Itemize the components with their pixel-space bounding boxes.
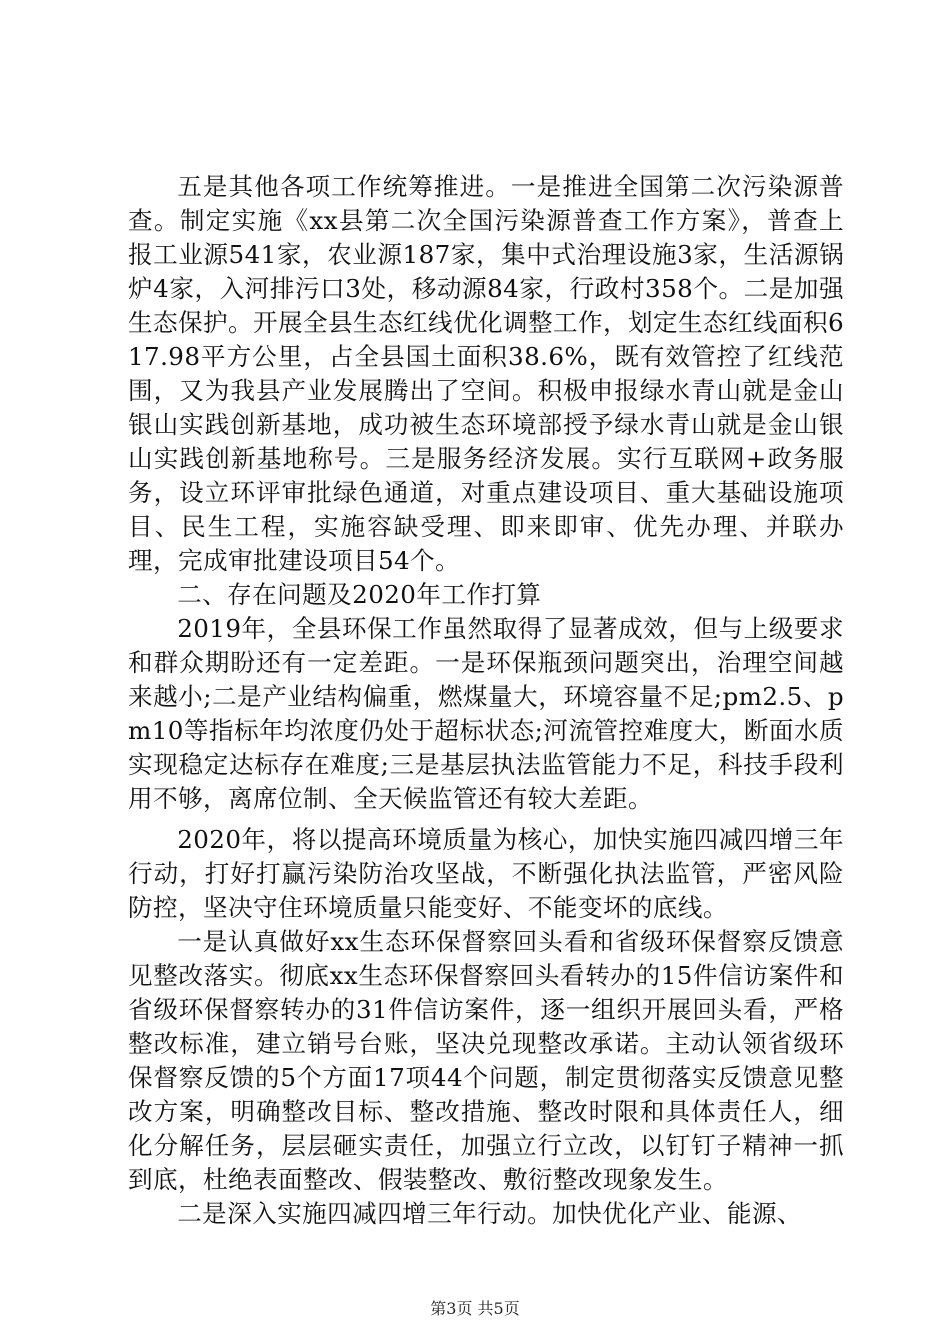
section-heading-problems-plans: 二、存在问题及2020年工作打算: [177, 580, 542, 609]
paragraph-four-reductions: 二是深入实施四减四增三年行动。加快优化产业、能源、: [177, 1199, 803, 1228]
paragraph-other-work: 五是其他各项工作统筹推进。一是推进全国第二次污染源普查。制定实施《xx县第二次全国污染源普查工作方案》，普查上报工业源541家，农业源187家，集中式治理设施3家，生活源锅炉4家，入河排污口3处，移动源84家，行政村358个。二是加强生态保护。开展全县生态红线优化调整工作，划定生态红线面积617.98平方公里，占全县国土面积38.6%，既有效管控了红线范围，又为我县产业发展腾出了空间。积极申报绿水青山就是金山银山实践创新基地，成功被生态环境部授予绿水青山就是金山银山实践创新基地称号。三是服务经济发展。实行互联网+政务服务，设立环评审批绿色通道，对重点建设项目、重大基础设施项目、民生工程，实施容缺受理、即来即审、优先办理、并联办理，完成审批建设项目54个。: [128, 172, 844, 575]
page-number-footer: 第3页 共5页: [430, 1299, 520, 1318]
paragraph-inspection-rectification: 一是认真做好xx生态环保督察回头看和省级环保督察反馈意见整改落实。彻底xx生态环保督察回头看转办的15件信访案件和省级环保督察转办的31件信访案件，逐一组织开展回头看，严格整改标准，建立销号台账，坚决兑现整改承诺。主动认领省级环保督察反馈的5个方面17项44个问题，制定贯彻落实反馈意见整改方案，明确整改目标、整改措施、整改时限和具体责任人，细化分解任务，层层砸实责任，加强立行立改，以钉钉子精神一抓到底，杜绝表面整改、假装整改、敷衍整改现象发生。: [128, 927, 844, 1194]
document-body: [128, 170, 844, 1231]
paragraph-2019-summary: 2019年，全县环保工作虽然取得了显著成效，但与上级要求和群众期盼还有一定差距。一是环保瓶颈问题突出，治理空间越来越小;二是产业结构偏重，燃煤量大，环境容量不足;pm2.5、pm10等指标年均浓度仍处于超标状态;河流管控难度大，断面水质实现稳定达标存在难度;三是基层执法监管能力不足，科技手段利用不够，离席位制、全天候监管还有较大差距。: [128, 614, 844, 813]
paragraph-2020-goals: 2020年，将以提高环境质量为核心，加快实施四减四增三年行动，打好打赢污染防治攻坚战，不断强化执法监管，严密风险防控，坚决守住环境质量只能变好、不能变坏的底线。: [128, 825, 844, 922]
